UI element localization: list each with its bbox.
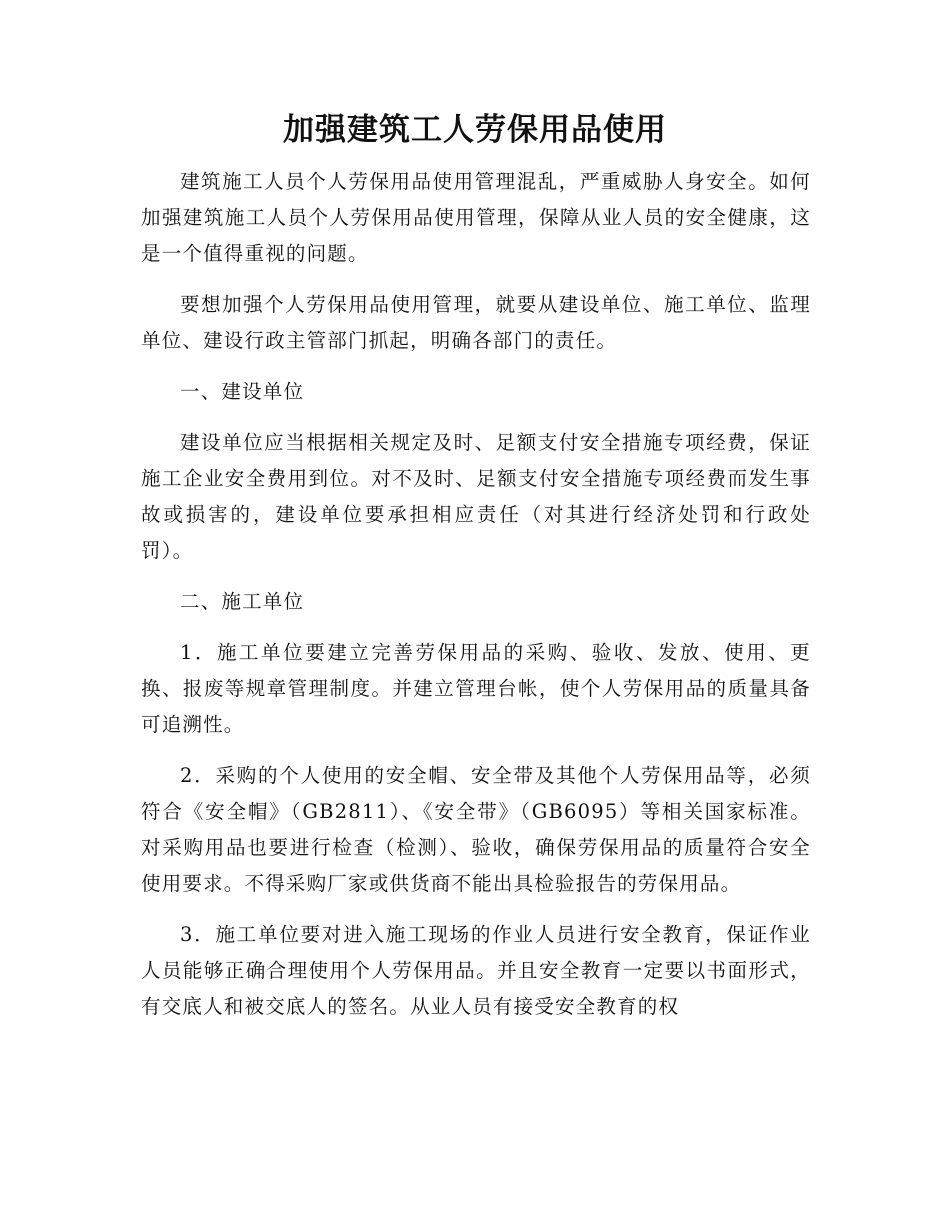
paragraph-item-1: 1．施工单位要建立完善劳保用品的采购、验收、发放、使用、更换、报废等规章管理制度。并建立管理台帐，使个人劳保用品的质量具备可追溯性。	[141, 641, 811, 736]
document-body	[141, 164, 811, 1040]
paragraph-item-2: 2．采购的个人使用的安全帽、安全带及其他个人劳保用品等，必须符合《安全帽》（GB2811）、《安全带》（GB6095）等相关国家标准。对采购用品也要进行检查（检测）、验收，确保劳保用品的质量符合安全使用要求。不得采购厂家或供货商不能出具检验报告的劳保用品。	[141, 764, 811, 895]
paragraph-item-3: 3．施工单位要对进入施工现场的作业人员进行安全教育，保证作业人员能够正确合理使用个人劳保用品。并且安全教育一定要以书面形式，有交底人和被交底人的签名。从业人员有接受安全教育的权	[141, 923, 811, 1018]
paragraph-intro: 建筑施工人员个人劳保用品使用管理混乱，严重威胁人身安全。如何加强建筑施工人员个人劳保用品使用管理，保障从业人员的安全健康，这是一个值得重视的问题。	[141, 170, 811, 265]
document-title: 加强建筑工人劳保用品使用	[283, 112, 667, 148]
section-heading-contractor: 二、施工单位	[180, 590, 305, 613]
section-heading-construction-unit: 一、建设单位	[180, 380, 305, 403]
paragraph-construction-unit: 建设单位应当根据相关规定及时、足额支付安全措施专项经费，保证施工企业安全费用到位。对不及时、足额支付安全措施专项经费而发生事故或损害的，建设单位要承担相应责任（对其进行经济处罚和行政处罚）。	[141, 431, 811, 562]
paragraph-responsibility: 要想加强个人劳保用品使用管理，就要从建设单位、施工单位、监理单位、建设行政主管部门抓起，明确各部门的责任。	[141, 293, 811, 352]
